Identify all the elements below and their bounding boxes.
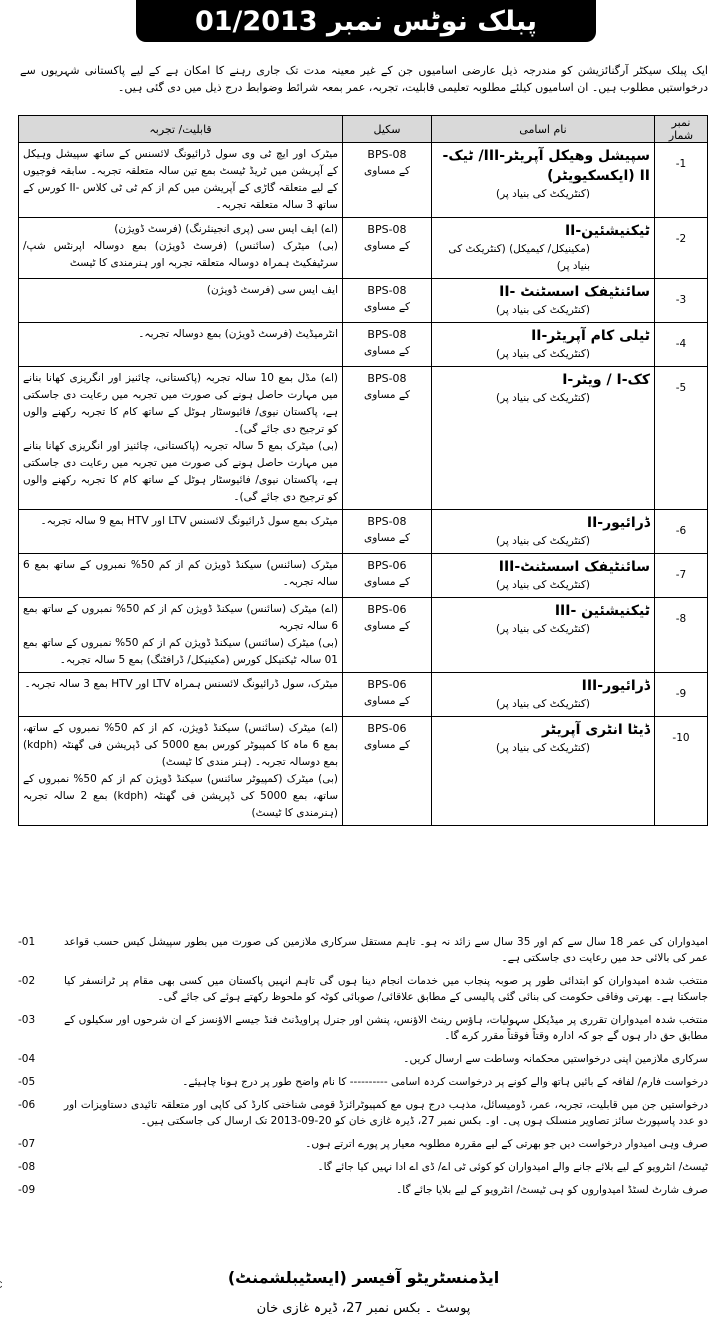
scale-cell [343, 673, 432, 717]
condition-number: -09 [18, 1184, 36, 1196]
header-serial-number: نمبر شمار [655, 116, 708, 143]
condition-text: ٹیسٹ/ انٹرویو کے لیے بلائے جانے والے امیدواران کو کوئی ٹی اے/ ڈی اے ادا نہیں کیا جائے گا۔ [317, 1161, 708, 1173]
qualification-cell [19, 554, 343, 598]
condition-item [18, 1159, 708, 1175]
table-row [19, 717, 708, 826]
qualification-line: میٹرک، سول ڈرائیونگ لائسنس ہمراہ LTV اور HTV بمع 3 سالہ تجربہ۔ [24, 678, 338, 690]
condition-item [18, 934, 708, 966]
qualification-line: (بی) میٹرک (سائنس) (فرسٹ ڈویژن) بمع دوسالہ اپرنٹس شپ/ سرٹیفکیٹ ہمراہ دوسالہ متعلقہ تجربہ اور ہنرمندی کا ٹیسٹ [23, 240, 338, 269]
post-title: سپیشل وھیکل آپریٹر-III/ ٹیک-II (ایکسکیویٹر) [442, 148, 650, 184]
serial-number: -10 [672, 732, 690, 744]
bps-grade: BPS-06 [367, 722, 407, 735]
bps-grade: BPS-06 [367, 678, 407, 691]
table-header-row [19, 116, 708, 143]
header-scale: سکیل [343, 116, 432, 143]
serial-number: -3 [675, 294, 687, 306]
post-cell [432, 510, 655, 554]
bps-grade: BPS-08 [367, 515, 407, 528]
bps-grade: BPS-08 [367, 372, 407, 385]
post-basis: (کنٹریکٹ کی بنیاد پر) [496, 304, 590, 316]
conditions-list [18, 934, 708, 1205]
serial-cell [655, 323, 708, 367]
post-title: ڈرائیور-III [581, 678, 650, 694]
post-basis: (کنٹریکٹ کی بنیاد پر) [496, 579, 590, 591]
qualification-line: (بی) میٹرک بمع 5 سالہ تجربہ (پاکستانی، چائنیز اور انگریزی کھانا بنانے میں مہارت حاصل ہونے کی صورت میں تجربہ میں رعایت دی جاسکتی ہے، پاکستان نیوی/ فائیوسٹار ہوٹل کے ساتھ کام کا تجربہ رکھنے والوں کو ترجیح دی جائے گی)۔ [23, 440, 338, 503]
header-post-name: نام اسامی [432, 116, 655, 143]
post-basis: (مکینیکل/ کیمیکل) (کنٹریکٹ کی بنیاد پر) [448, 243, 590, 272]
condition-text: درخواست فارم/ لفافہ کے بائیں ہاتھ والے کونے پر درخواست کردہ اسامی ---------- کا نام واضح طور پر درج ہونا چاہیئے۔ [182, 1076, 708, 1088]
bps-grade: BPS-08 [367, 223, 407, 236]
qualification-line: (بی) میٹرک (سائنس) سیکنڈ ڈویژن کم از کم 50% نمبروں کے ساتھ بمع 01 سالہ ٹیکنیکل کورس (مکینیکل/ ڈرافٹنگ) بمع 5 سالہ تجربہ۔ [23, 637, 338, 666]
serial-cell [655, 598, 708, 673]
condition-item [18, 973, 708, 1005]
qualification-cell [19, 510, 343, 554]
table-row [19, 279, 708, 323]
qualification-line: میٹرک بمع سول ڈرائیونگ لائسنس LTV اور HTV بمع 9 سالہ تجربہ۔ [40, 515, 338, 527]
qualification-line: (اے) میٹرک (سائنس) سیکنڈ ڈویژن کم از کم 50% نمبروں کے ساتھ بمع 6 سالہ تجربہ [23, 603, 338, 632]
scale-cell [343, 367, 432, 510]
serial-number: -7 [675, 569, 687, 581]
post-title: ڈیٹا انٹری آپریٹر [542, 722, 650, 738]
pid-number [0, 1226, 2, 1304]
scale-cell [343, 717, 432, 826]
post-cell [432, 143, 655, 218]
serial-number: -2 [675, 233, 687, 245]
condition-item [18, 1051, 708, 1067]
vacancy-table-body [19, 143, 708, 826]
post-cell [432, 367, 655, 510]
qualification-cell [19, 323, 343, 367]
condition-text: منتخب شدہ امیدواران تقرری پر میڈیکل سہولیات، ہاؤس رینٹ الاؤنس، پنشن اور جنرل پراویڈنٹ فنڈ جیسے الاؤنسز کے ان شرحوں اور سکیلوں کے مطابق حق دار ہوں گے جو کہ ادارہ وقتاً فوقتاً مقرر کرے گا۔ [64, 1014, 708, 1042]
bps-equivalent: کے مساوی [364, 532, 410, 544]
post-cell [432, 717, 655, 826]
scale-cell [343, 510, 432, 554]
qualification-line: میٹرک (سائنس) سیکنڈ ڈویژن کم از کم 50% نمبروں کے ساتھ بمع 6 سالہ تجربہ۔ [23, 559, 338, 588]
condition-item [18, 1074, 708, 1090]
condition-item [18, 1012, 708, 1044]
condition-text: منتخب شدہ امیدواران کو ابتدائی طور پر صوبہ پنجاب میں خدمات انجام دینا ہوں گی تاہم انہیں پاکستان میں کسی بھی مقام پر ٹرانسفر کیا جاسکتا ہے۔ بھرتی وفاقی حکومت کی بنائی گئی پالیسی کے مطابق علاقائی/ صوبائی کوٹہ کو ملحوظ رکھتے ہوئے کی جائے گی۔ [64, 975, 708, 1003]
condition-item [18, 1136, 708, 1152]
post-title: ٹیکنیشئین-II [564, 223, 650, 239]
bps-equivalent: کے مساوی [364, 576, 410, 588]
post-cell [432, 598, 655, 673]
scale-cell [343, 143, 432, 218]
signature-address: پوسٹ ۔ بکس نمبر 27، ڈیرہ غازی خان [256, 1301, 471, 1316]
post-cell [432, 554, 655, 598]
signature-block [0, 1268, 727, 1316]
bps-equivalent: کے مساوی [364, 345, 410, 357]
condition-text: صرف شارٹ لسٹڈ امیدواروں کو ہی ٹیسٹ/ انٹرویو کے لیے بلایا جائے گا۔ [396, 1184, 708, 1196]
bps-equivalent: کے مساوی [364, 240, 410, 252]
condition-number: -07 [18, 1138, 36, 1150]
condition-number: -04 [18, 1053, 36, 1065]
post-cell [432, 279, 655, 323]
post-basis: (کنٹریکٹ کی بنیاد پر) [496, 742, 590, 754]
serial-cell [655, 510, 708, 554]
serial-number: -5 [675, 382, 687, 394]
serial-number: -8 [675, 613, 687, 625]
condition-number: -01 [18, 936, 36, 948]
bps-equivalent: کے مساوی [364, 301, 410, 313]
serial-number: -1 [675, 158, 687, 170]
post-basis: (کنٹریکٹ کی بنیاد پر) [496, 188, 590, 200]
qualification-cell [19, 218, 343, 279]
bps-equivalent: کے مساوی [364, 389, 410, 401]
condition-text: درخواستیں جن میں قابلیت، تجربہ، عمر، ڈومیسائل، مذہب درج ہوں مع کمپیوٹرائزڈ قومی شناختی کارڈ کی کاپی اور متعلقہ تائیدی دستاویزات اور دو عدد پاسپورٹ سائز تصاویر منسلک ہوں پی۔ او۔ بکس نمبر 27، ڈیرہ غازی خان کو 20-09-2013 تک ارسال کی جاسکتی ہیں۔ [64, 1099, 708, 1127]
serial-cell [655, 279, 708, 323]
table-row [19, 367, 708, 510]
post-cell [432, 323, 655, 367]
scale-cell [343, 554, 432, 598]
qualification-line: ایف ایس سی (فرسٹ ڈویژن) [206, 284, 338, 296]
serial-cell [655, 143, 708, 218]
post-cell [432, 673, 655, 717]
condition-number: -06 [18, 1099, 36, 1111]
post-title: کک-I / ویٹر-I [562, 372, 650, 388]
serial-number: -4 [675, 338, 687, 350]
post-basis: (کنٹریکٹ کی بنیاد پر) [496, 623, 590, 635]
condition-item [18, 1182, 708, 1198]
post-title: ٹیکنیشئین -III [554, 603, 650, 619]
qualification-cell [19, 279, 343, 323]
serial-cell [655, 717, 708, 826]
bps-grade: BPS-06 [367, 559, 407, 572]
serial-cell [655, 673, 708, 717]
qualification-cell [19, 143, 343, 218]
post-basis: (کنٹریکٹ کی بنیاد پر) [496, 698, 590, 710]
table-row [19, 598, 708, 673]
scale-cell [343, 218, 432, 279]
qualification-cell [19, 367, 343, 510]
condition-number: -08 [18, 1161, 36, 1173]
scale-cell [343, 598, 432, 673]
qualification-line: انٹرمیڈیٹ (فرسٹ ڈویژن) بمع دوسالہ تجربہ۔ [138, 328, 338, 340]
condition-number: -02 [18, 975, 36, 987]
post-title: سائنٹیفک اسسٹنٹ -II [499, 284, 650, 300]
bps-grade: BPS-08 [367, 284, 407, 297]
bps-equivalent: کے مساوی [364, 739, 410, 751]
bps-grade: BPS-08 [367, 328, 407, 341]
condition-number: -05 [18, 1076, 36, 1088]
bps-equivalent: کے مساوی [364, 620, 410, 632]
post-basis: (کنٹریکٹ کی بنیاد پر) [496, 348, 590, 360]
header-qualification: قابلیت/ تجربہ [19, 116, 343, 143]
qualification-line: (بی) میٹرک (کمپیوٹر سائنس) سیکنڈ ڈویژن کم از کم 50% نمبروں کے ساتھ، بمع 5000 کی ڈپریشن فی گھنٹہ (kdph) بمع 2 سالہ تجربہ (ہنرمندی کا ٹیسٹ) [23, 773, 339, 819]
post-basis: (کنٹریکٹ کی بنیاد پر) [496, 392, 590, 404]
condition-item [18, 1097, 708, 1129]
bps-equivalent: کے مساوی [364, 165, 410, 177]
notice-intro: ایک پبلک سیکٹر آرگنائزیشن کو مندرجہ ذیل عارضی اسامیوں جن کے غیر معینہ مدت تک جاری رہنے کا امکان ہے کے لیے پاکستانی شہریوں سے درخواستیں مطلوب ہیں۔ ان اسامیوں کیلئے مطلوبہ تعلیمی قابلیت، تجربہ، عمر بمعہ شرائط وضوابط درج ذیل میں دی گئی ہیں۔ [20, 64, 708, 94]
scale-cell [343, 279, 432, 323]
table-row [19, 218, 708, 279]
bps-grade: BPS-08 [367, 148, 407, 161]
condition-text: امیدواران کی عمر 18 سال سے کم اور 35 سال سے زائد نہ ہو۔ تاہم مستقل سرکاری ملازمین کی صورت میں بطور سپیشل کیس حسب قواعد عمر کی بالائی حد میں رعایت دی جاسکتی ہے۔ [64, 936, 708, 964]
bps-grade: BPS-06 [367, 603, 407, 616]
notice-title: پبلک نوٹس نمبر 01/2013 [136, 0, 596, 42]
vacancy-table [18, 115, 708, 826]
post-title: ٹیلی کام آپریٹر-II [531, 328, 650, 344]
post-cell [432, 218, 655, 279]
serial-cell [655, 367, 708, 510]
scale-cell [343, 323, 432, 367]
qualification-cell [19, 717, 343, 826]
table-row [19, 323, 708, 367]
condition-text: صرف وہی امیدوار درخواست دیں جو بھرتی کے لیے مقررہ مطلوبہ معیار پر پورے اترتے ہوں۔ [305, 1138, 708, 1150]
bps-equivalent: کے مساوی [364, 695, 410, 707]
serial-number: -6 [675, 525, 687, 537]
qualification-cell [19, 598, 343, 673]
signature-title: ایڈمنسٹریٹو آفیسر (ایسٹیبلشمنٹ) [227, 1268, 500, 1287]
table-row [19, 143, 708, 218]
condition-number: -03 [18, 1014, 36, 1026]
qualification-line: (اے) میٹرک (سائنس) سیکنڈ ڈویژن، کم از کم 50% نمبروں کے ساتھ، بمع 6 ماہ کا کمپیوٹر کورس بمع 5000 کی ڈپریشن فی گھنٹہ (kdph) بمع دوسالہ تجربہ۔ (ہنر مندی کا ٹیسٹ) [23, 722, 339, 768]
condition-text: سرکاری ملازمین اپنی درخواستیں محکمانہ وساطت سے ارسال کریں۔ [403, 1053, 708, 1065]
qualification-cell [19, 673, 343, 717]
serial-number: -9 [675, 688, 687, 700]
post-title: سائنٹیفک اسسٹنٹ-III [498, 559, 650, 575]
post-basis: (کنٹریکٹ کی بنیاد پر) [496, 535, 590, 547]
table-row [19, 554, 708, 598]
qualification-line: (اے) مڈل بمع 10 سالہ تجربہ (پاکستانی، چائنیز اور انگریزی کھانا بنانے میں مہارت حاصل ہونے کی صورت میں تجربہ میں رعایت دی جاسکتی ہے، پاکستان نیوی/ فائیوسٹار ہوٹل کے ساتھ کام کا تجربہ رکھنے والوں کو ترجیح دی جائے گی)۔ [23, 372, 338, 435]
serial-cell [655, 218, 708, 279]
qualification-line: (اے) ایف ایس سی (پری انجینئرنگ) (فرسٹ ڈویژن) [114, 223, 338, 235]
serial-cell [655, 554, 708, 598]
table-row [19, 673, 708, 717]
table-row [19, 510, 708, 554]
post-title: ڈرائیور-II [586, 515, 650, 531]
qualification-line: میٹرک اور ایچ ٹی وی سول ڈرائیونگ لائسنس کے ساتھ سپیشل وہیکل کے آپریشن میں ٹریڈ ٹیسٹ بمع تین سالہ متعلقہ تجربہ۔ سابقہ فوجیوں کے لیے متعلقہ گاڑی کے آپریشن میں کم از کم ٹی ٹی کلاس -II کورس کے ساتھ 3 سالہ متعلقہ تجربہ۔ [23, 148, 338, 211]
